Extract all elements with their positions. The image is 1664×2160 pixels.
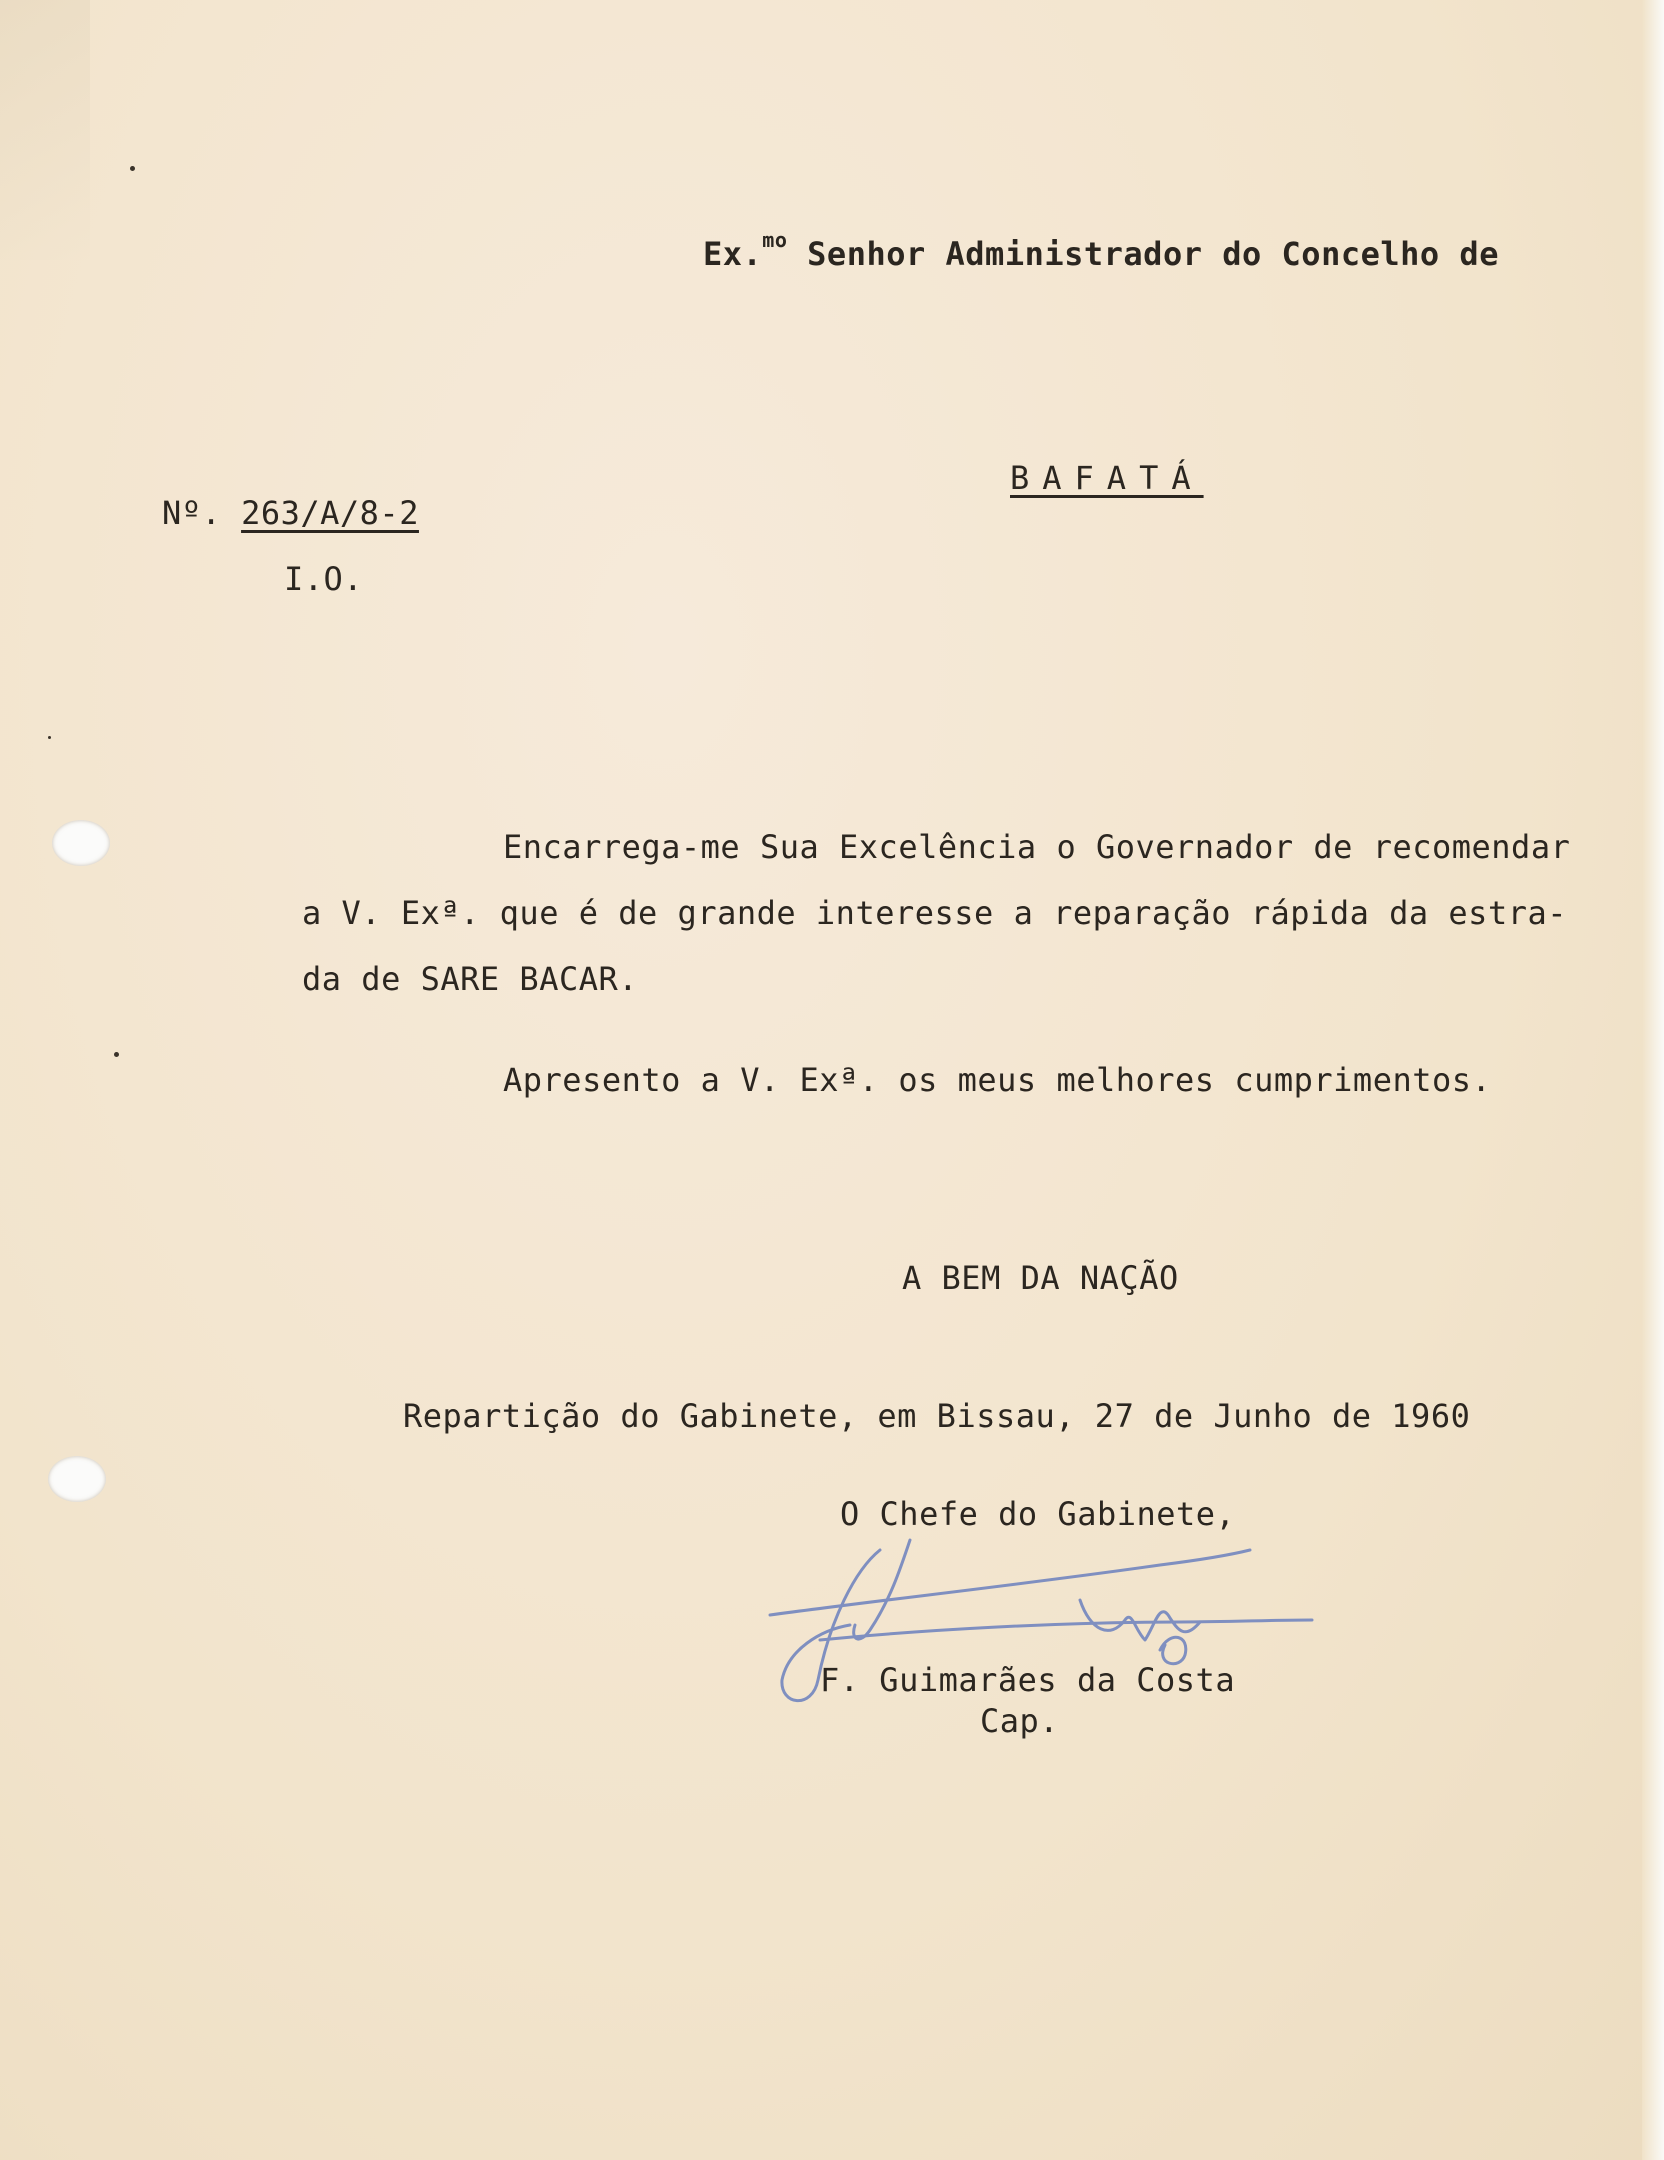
body-line-3: da de SARE BACAR.	[302, 960, 639, 998]
addressee-place: BAFATÁ	[1010, 459, 1204, 497]
signatory-rank: Cap.	[980, 1702, 1060, 1740]
salutation: Ex.	[703, 235, 763, 273]
signatory-title: O Chefe do Gabinete,	[840, 1495, 1236, 1533]
body-line-2: a V. Exª. que é de grande interesse a reparação rápida da estra-	[302, 894, 1567, 932]
signatory-name: F. Guimarães da Costa	[820, 1661, 1236, 1699]
ink-speck	[114, 1052, 119, 1057]
addressee-text: Senhor Administrador do Concelho de	[807, 235, 1499, 273]
punch-hole	[48, 1456, 106, 1502]
reference-prefix: Nº.	[162, 494, 222, 532]
paper-stain	[0, 0, 90, 260]
dateline: Repartição do Gabinete, em Bissau, 27 de Junho de 1960	[403, 1397, 1471, 1435]
reference-number-line	[162, 494, 419, 532]
ink-speck	[48, 736, 51, 739]
page-edge	[1642, 0, 1664, 2160]
reference-code: I.O.	[284, 560, 364, 598]
motto: A BEM DA NAÇÃO	[902, 1259, 1179, 1297]
salutation-superscript: mo	[762, 228, 788, 252]
body-line-1: Encarrega-me Sua Excelência o Governador de recomendar	[503, 828, 1571, 866]
reference-number: 263/A/8-2	[241, 494, 419, 532]
ink-speck	[130, 166, 135, 171]
addressee-line	[703, 228, 1499, 273]
punch-hole	[52, 820, 110, 866]
closing-line: Apresento a V. Exª. os meus melhores cumprimentos.	[503, 1061, 1492, 1099]
